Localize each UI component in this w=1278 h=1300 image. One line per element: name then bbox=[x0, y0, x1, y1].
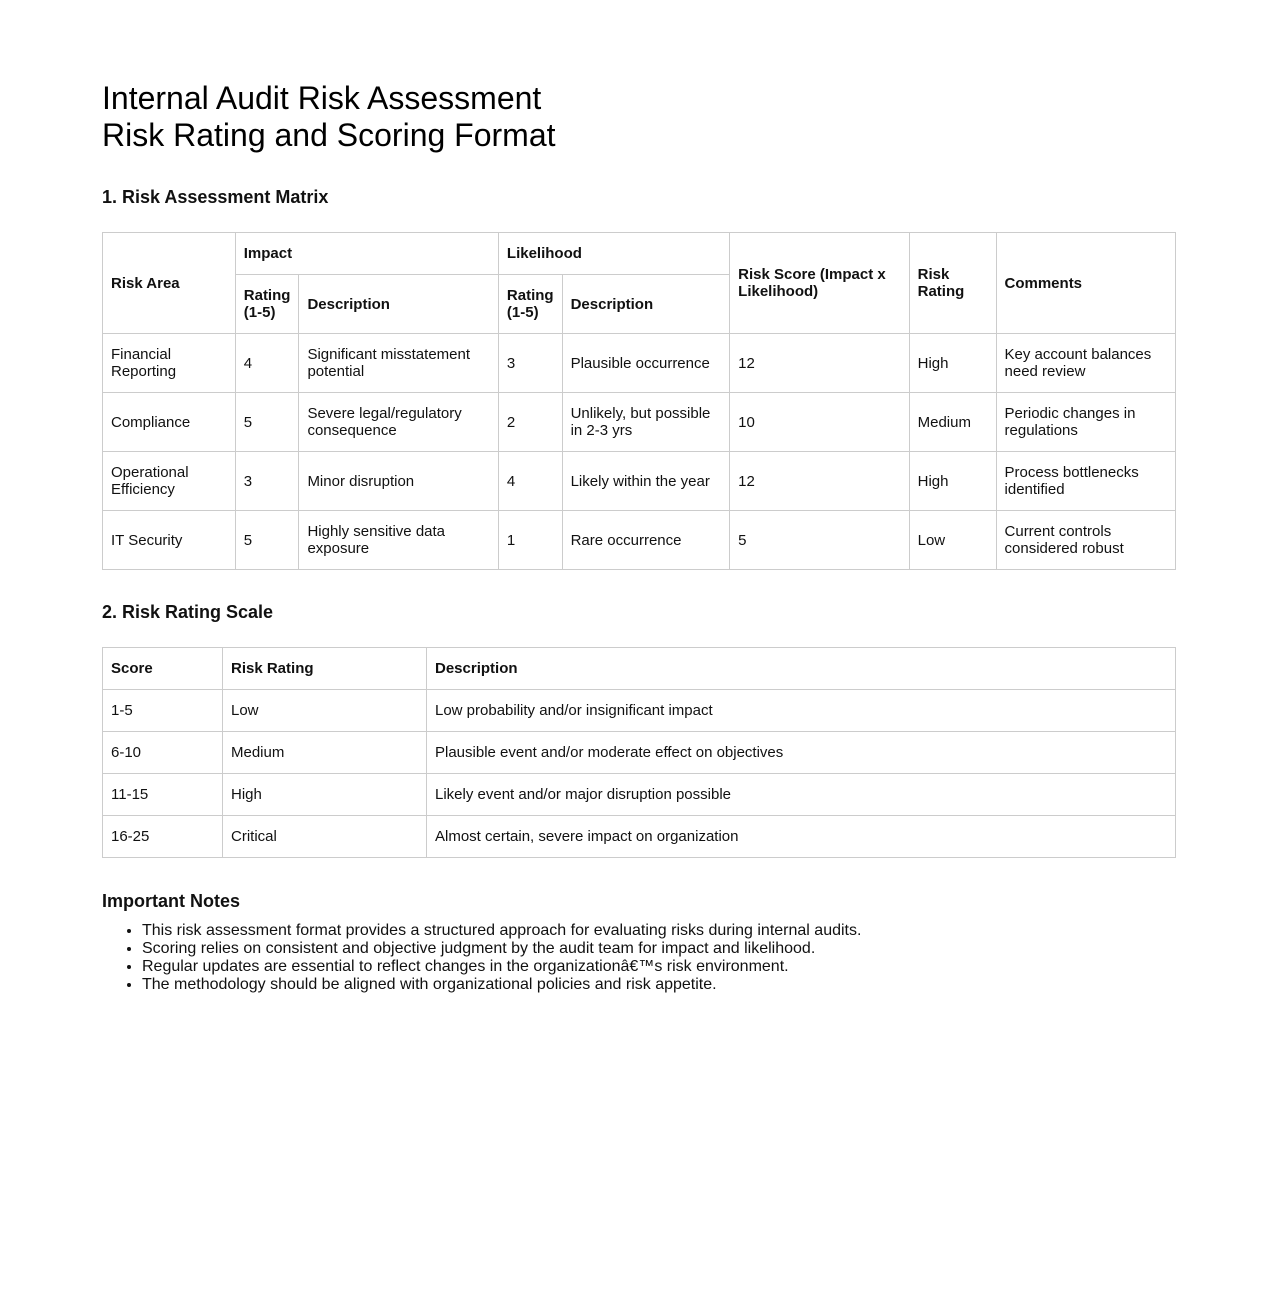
cell-risk-area: IT Security bbox=[103, 511, 236, 570]
list-item: • This risk assessment format provides a structured approach for evaluating risks during internal audits. bbox=[142, 922, 1176, 940]
cell-comments: Process bottlenecks identified bbox=[996, 452, 1175, 511]
notes-list bbox=[102, 922, 1176, 994]
cell-comments: Key account balances need review bbox=[996, 334, 1175, 393]
table-row bbox=[103, 816, 1176, 858]
cell-risk-score: 12 bbox=[730, 334, 909, 393]
cell-likelihood-rating: 1 bbox=[498, 511, 562, 570]
cell-risk-rating: High bbox=[909, 452, 996, 511]
cell-impact-rating: 3 bbox=[235, 452, 299, 511]
page-title-line-1: Internal Audit Risk Assessment bbox=[102, 80, 542, 116]
cell-description: Plausible event and/or moderate effect on objectives bbox=[427, 732, 1176, 774]
cell-impact-rating: 5 bbox=[235, 393, 299, 452]
page-title bbox=[102, 80, 1176, 154]
header-risk-area: Risk Area bbox=[103, 233, 236, 334]
cell-impact-description: Minor disruption bbox=[299, 452, 498, 511]
list-item: • Scoring relies on consistent and objective judgment by the audit team for impact and likelihood. bbox=[142, 940, 1176, 958]
table-row bbox=[103, 774, 1176, 816]
table-row bbox=[103, 690, 1176, 732]
cell-risk-rating: Medium bbox=[223, 732, 427, 774]
table-row bbox=[103, 452, 1176, 511]
cell-risk-score: 5 bbox=[730, 511, 909, 570]
header-impact-description: Description bbox=[299, 275, 498, 334]
cell-likelihood-description: Plausible occurrence bbox=[562, 334, 730, 393]
cell-risk-score: 12 bbox=[730, 452, 909, 511]
cell-risk-rating: High bbox=[909, 334, 996, 393]
header-risk-rating: Risk Rating bbox=[909, 233, 996, 334]
cell-risk-rating: Low bbox=[909, 511, 996, 570]
header-comments: Comments bbox=[996, 233, 1175, 334]
header-risk-rating: Risk Rating bbox=[223, 648, 427, 690]
risk-rating-scale-table bbox=[102, 647, 1176, 858]
cell-likelihood-description: Unlikely, but possible in 2-3 yrs bbox=[562, 393, 730, 452]
section-title-matrix: 1. Risk Assessment Matrix bbox=[102, 187, 329, 207]
list-item: • The methodology should be aligned with organizational policies and risk appetite. bbox=[142, 976, 1176, 994]
cell-risk-area: Operational Efficiency bbox=[103, 452, 236, 511]
cell-score: 6-10 bbox=[103, 732, 223, 774]
cell-description: Likely event and/or major disruption possible bbox=[427, 774, 1176, 816]
cell-risk-rating: Low bbox=[223, 690, 427, 732]
header-risk-score: Risk Score (Impact x Likelihood) bbox=[730, 233, 909, 334]
cell-description: Almost certain, severe impact on organization bbox=[427, 816, 1176, 858]
table-row bbox=[103, 511, 1176, 570]
cell-score: 1-5 bbox=[103, 690, 223, 732]
header-score: Score bbox=[103, 648, 223, 690]
header-likelihood-rating: Rating (1-5) bbox=[498, 275, 562, 334]
section-title-scale: 2. Risk Rating Scale bbox=[102, 602, 274, 622]
cell-risk-rating: High bbox=[223, 774, 427, 816]
table-header-row bbox=[103, 648, 1176, 690]
cell-comments: Current controls considered robust bbox=[996, 511, 1175, 570]
cell-likelihood-description: Rare occurrence bbox=[562, 511, 730, 570]
cell-score: 11-15 bbox=[103, 774, 223, 816]
cell-likelihood-rating: 3 bbox=[498, 334, 562, 393]
cell-impact-description: Significant misstatement potential bbox=[299, 334, 498, 393]
cell-description: Low probability and/or insignificant impact bbox=[427, 690, 1176, 732]
cell-comments: Periodic changes in regulations bbox=[996, 393, 1175, 452]
cell-impact-description: Highly sensitive data exposure bbox=[299, 511, 498, 570]
header-impact-rating: Rating (1-5) bbox=[235, 275, 299, 334]
cell-likelihood-description: Likely within the year bbox=[562, 452, 730, 511]
notes-title: Important Notes bbox=[102, 891, 241, 911]
cell-impact-rating: 5 bbox=[235, 511, 299, 570]
header-description: Description bbox=[427, 648, 1176, 690]
cell-score: 16-25 bbox=[103, 816, 223, 858]
table-row bbox=[103, 732, 1176, 774]
header-impact: Impact bbox=[235, 233, 498, 275]
risk-assessment-matrix-table bbox=[102, 232, 1176, 570]
cell-risk-area: Compliance bbox=[103, 393, 236, 452]
cell-risk-area: Financial Reporting bbox=[103, 334, 236, 393]
header-likelihood-description: Description bbox=[562, 275, 730, 334]
cell-risk-rating: Critical bbox=[223, 816, 427, 858]
cell-impact-description: Severe legal/regulatory consequence bbox=[299, 393, 498, 452]
page-title-line-2: Risk Rating and Scoring Format bbox=[102, 117, 556, 153]
cell-likelihood-rating: 4 bbox=[498, 452, 562, 511]
table-row bbox=[103, 334, 1176, 393]
cell-risk-score: 10 bbox=[730, 393, 909, 452]
list-item: • Regular updates are essential to reflect changes in the organizationâ€™s risk environment. bbox=[142, 958, 1176, 976]
table-row bbox=[103, 393, 1176, 452]
cell-risk-rating: Medium bbox=[909, 393, 996, 452]
cell-likelihood-rating: 2 bbox=[498, 393, 562, 452]
cell-impact-rating: 4 bbox=[235, 334, 299, 393]
header-likelihood: Likelihood bbox=[498, 233, 729, 275]
